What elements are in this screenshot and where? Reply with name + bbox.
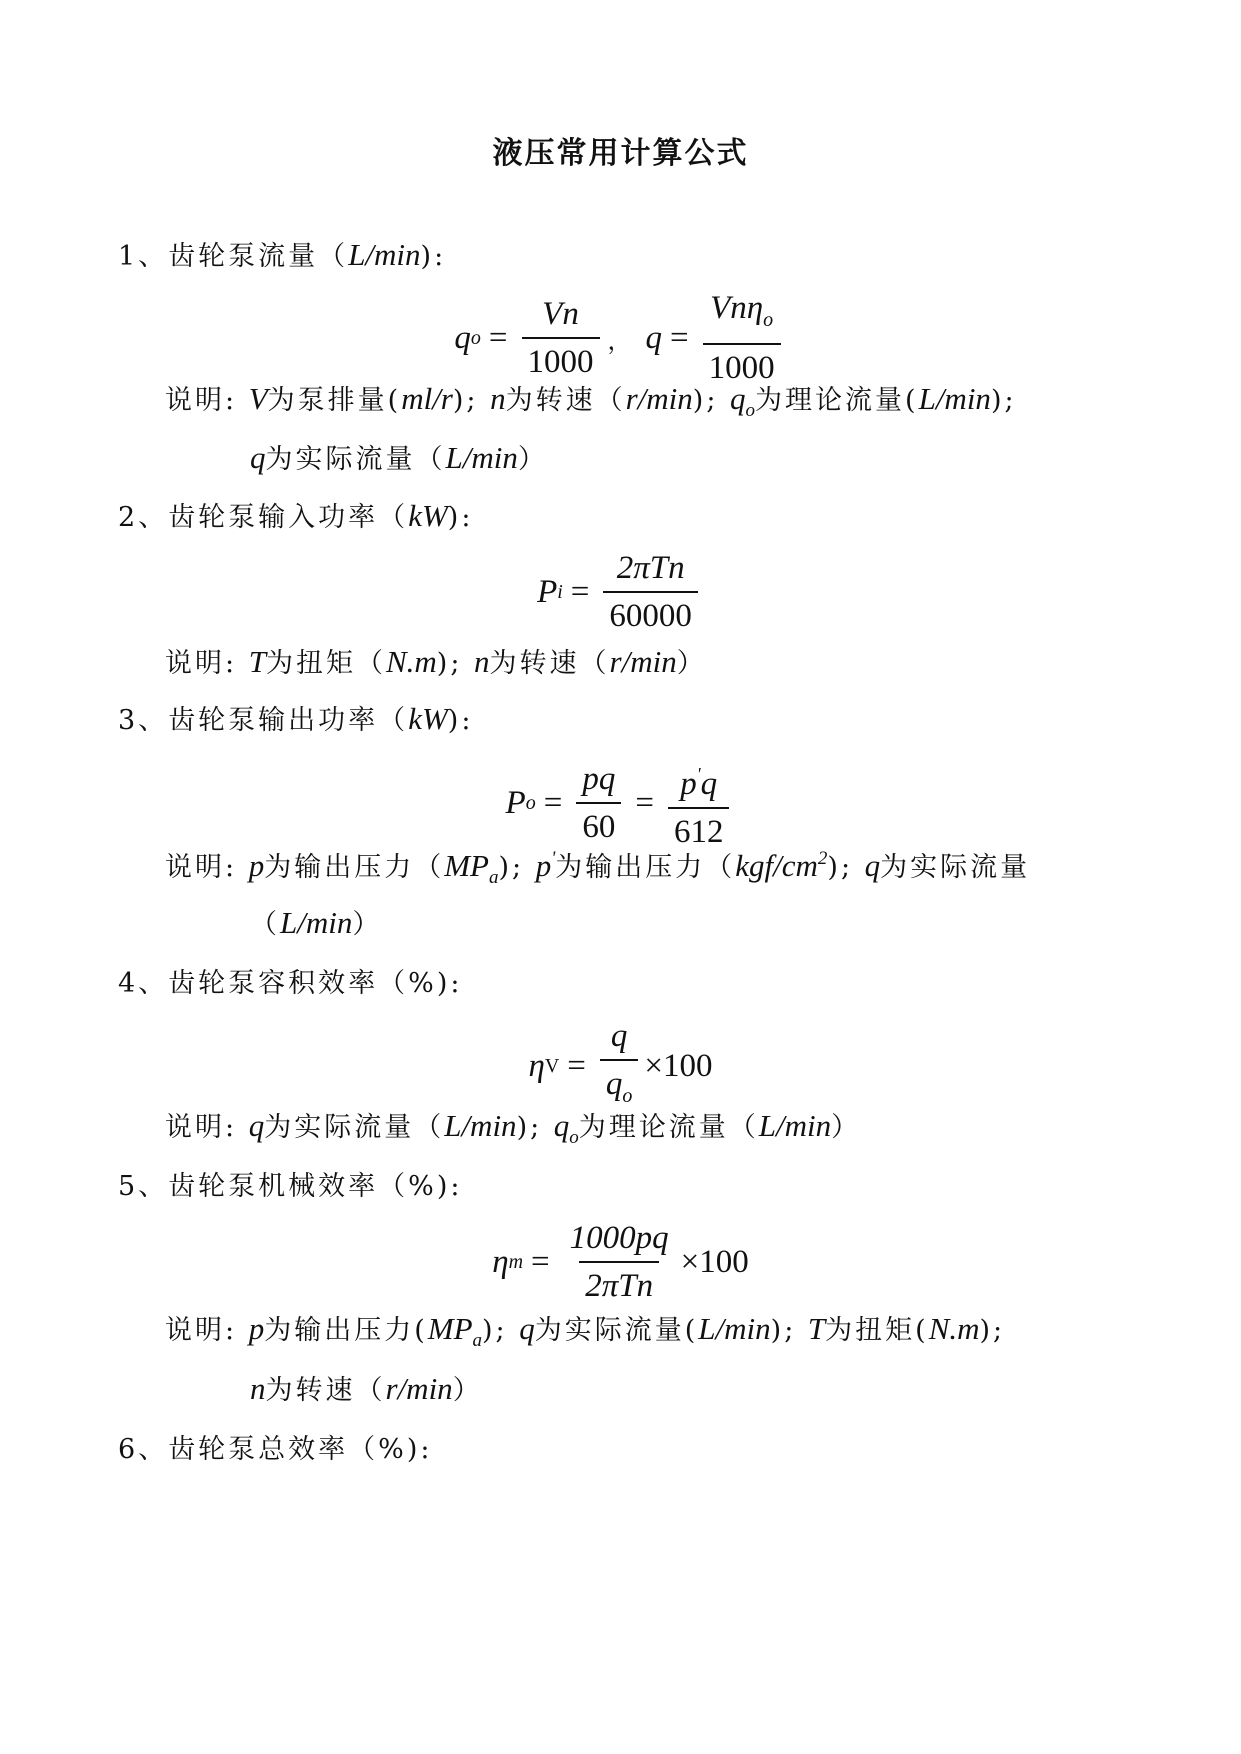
math-symbol: n	[490, 381, 506, 416]
math-symbol	[444, 848, 499, 888]
subscript: o	[470, 326, 481, 349]
subscript: a	[488, 867, 499, 888]
subscript: o	[763, 309, 774, 331]
text-run: q	[605, 1066, 623, 1102]
section-1-formula	[0, 288, 1241, 388]
text-run: 为理论流量（	[578, 1112, 759, 1143]
subscript: m	[508, 1250, 524, 1273]
text-run: );	[516, 1112, 543, 1143]
denominator: 2πTn	[579, 1261, 659, 1306]
text-run: 齿轮泵容积效率（%):	[168, 968, 463, 999]
text-run: 为实际流量（	[265, 444, 446, 475]
text-run: Vnη	[710, 290, 764, 326]
text-run: 为泵排量(	[267, 385, 402, 416]
text-run: );	[452, 385, 479, 416]
section-5-formula	[0, 1218, 1241, 1306]
text-run: ）	[517, 444, 548, 475]
text-run: P	[505, 784, 526, 821]
math-symbol: L/min	[918, 381, 991, 416]
math-symbol: N.m	[385, 644, 437, 679]
text-run: 说明:	[165, 1315, 238, 1346]
math-symbol: r/min	[625, 381, 693, 416]
math-symbol: L/min	[348, 237, 421, 272]
equals-sign: =	[531, 1243, 550, 1280]
math-symbol: N.m	[928, 1311, 980, 1346]
text-run: ):	[447, 705, 474, 736]
denominator: 60000	[603, 591, 698, 636]
text-run: );	[770, 1315, 797, 1346]
text-run: q	[553, 1108, 570, 1143]
text-run: ):	[420, 241, 447, 272]
numerator: 1000pq	[569, 1220, 669, 1256]
text-run: );	[436, 648, 463, 679]
text-run: q	[454, 319, 471, 356]
page-title: 液压常用计算公式	[492, 136, 749, 171]
superscript: '	[696, 764, 701, 784]
text-run: ，	[607, 326, 632, 355]
text-run: q	[645, 319, 662, 356]
math-symbol	[730, 381, 756, 421]
subscript: o	[569, 1127, 579, 1148]
text-run: 为转速（	[265, 1375, 386, 1406]
text-run: 2、	[118, 502, 169, 533]
text-run: 齿轮泵总效率（%):	[168, 1434, 433, 1465]
math-symbol: L/min	[445, 440, 518, 475]
text-run: 齿轮泵输入功率（	[168, 502, 409, 533]
text-run: 说明:	[165, 648, 238, 679]
text-run: q	[700, 766, 718, 802]
subscript: i	[557, 580, 563, 603]
math-symbol: q	[864, 848, 881, 883]
section-4-formula	[0, 1016, 1241, 1116]
text-run: MP	[427, 1311, 473, 1346]
superscript: '	[551, 848, 556, 869]
text-run: 4、	[118, 968, 169, 999]
math-symbol	[427, 1311, 483, 1351]
section-2-heading	[118, 495, 473, 534]
text-run: 说明:	[165, 852, 238, 883]
numerator: Vn	[542, 296, 579, 332]
equals-sign: =	[570, 573, 590, 610]
text-run: ）	[831, 1112, 862, 1143]
text-run: ):	[447, 502, 474, 533]
subscript: o	[622, 1085, 633, 1107]
math-symbol	[536, 848, 556, 883]
denominator: 1000	[703, 343, 781, 388]
text-run: 为输出压力（	[264, 852, 445, 883]
text-run: );	[990, 385, 1017, 416]
denominator: 1000	[522, 337, 600, 382]
fraction	[703, 288, 781, 388]
math-symbol: q	[519, 1311, 535, 1346]
equals-sign: =	[567, 1047, 586, 1084]
text-run: );	[979, 1315, 1006, 1346]
text-run: 为实际流量（	[264, 1112, 445, 1143]
numerator	[704, 288, 779, 343]
fraction	[600, 1016, 639, 1116]
equals-sign: =	[543, 784, 563, 821]
text-run: 3、	[118, 705, 169, 736]
fraction	[668, 754, 730, 852]
text-run: kgf/cm	[735, 848, 818, 883]
text-run: ）	[452, 1375, 483, 1406]
text-run: 为转速（	[505, 385, 626, 416]
text-run: MP	[444, 848, 489, 883]
text-run: ×100	[644, 1047, 713, 1084]
equals-sign: =	[670, 319, 689, 356]
math-symbol: kW	[408, 498, 448, 533]
section-2-formula	[0, 548, 1241, 636]
math-symbol	[553, 1108, 579, 1148]
fraction	[522, 294, 600, 382]
text-run: 6、	[118, 1434, 169, 1465]
text-run: 为转速（	[489, 648, 610, 679]
text-run: 为输出压力(	[264, 1315, 428, 1346]
math-symbol: q	[248, 1108, 265, 1143]
fraction	[576, 759, 621, 847]
fraction	[564, 1218, 675, 1306]
text-run: 1、	[118, 241, 169, 272]
text-run: 为理论流量(	[755, 385, 919, 416]
text-run: p	[680, 766, 697, 802]
section-3-note	[165, 845, 1030, 889]
math-symbol: L/min	[280, 905, 353, 940]
numerator	[674, 754, 723, 807]
subscript: V	[544, 1054, 560, 1077]
text-run: );	[482, 1315, 508, 1346]
math-symbol: L/min	[444, 1108, 517, 1143]
subscript: o	[745, 400, 756, 421]
text-run: （	[250, 909, 280, 940]
section-4-note	[165, 1105, 861, 1149]
text-run: );	[692, 385, 719, 416]
text-run: 为实际流量	[880, 852, 1031, 883]
section-3-heading	[118, 698, 473, 737]
section-5-heading	[118, 1164, 462, 1203]
section-3-formula	[0, 754, 1241, 852]
text-run: 齿轮泵机械效率（%):	[168, 1171, 463, 1202]
text-run: 为扭矩（	[265, 648, 386, 679]
math-symbol: V	[248, 381, 268, 416]
text-run: η	[492, 1243, 509, 1280]
subscript: o	[525, 791, 536, 814]
text-run: 5、	[118, 1171, 169, 1202]
math-symbol: ml/r	[401, 381, 453, 416]
text-run: ×100	[680, 1243, 749, 1280]
text-run: 齿轮泵输出功率（	[168, 705, 409, 736]
math-symbol: T	[248, 644, 266, 679]
text-run: );	[498, 852, 525, 883]
text-run: 说明:	[165, 385, 238, 416]
math-symbol: n	[474, 644, 490, 679]
equals-sign: =	[488, 319, 508, 356]
text-run: 说明:	[165, 1112, 238, 1143]
text-run: P	[537, 573, 558, 610]
section-1-note	[165, 378, 1017, 422]
text-run: ）	[352, 909, 383, 940]
section-3-note-cont	[250, 902, 382, 941]
text-run: q	[730, 381, 746, 416]
section-1-heading	[118, 234, 446, 273]
text-run: 齿轮泵流量（	[168, 241, 349, 272]
section-2-note	[165, 641, 707, 680]
section-4-heading	[118, 961, 462, 1000]
section-5-note	[165, 1308, 1005, 1352]
numerator: pq	[582, 761, 616, 797]
text-run: 为扭矩(	[825, 1315, 929, 1346]
numerator: 2πTn	[616, 550, 685, 586]
math-symbol: T	[807, 1311, 826, 1346]
section-6-heading	[118, 1427, 432, 1466]
text-run: 为输出压力（	[555, 852, 736, 883]
math-symbol: kW	[408, 701, 448, 736]
fraction	[603, 548, 698, 636]
math-symbol: r/min	[385, 1371, 453, 1406]
math-symbol: p	[248, 848, 265, 883]
section-1-note-cont	[250, 437, 548, 476]
equals-sign: =	[635, 784, 654, 821]
math-symbol: p	[248, 1311, 265, 1346]
denominator: 612	[668, 807, 730, 852]
text-run: p	[535, 848, 552, 883]
math-symbol: r/min	[609, 644, 677, 679]
text-run: η	[528, 1047, 545, 1084]
numerator: q	[610, 1018, 628, 1054]
math-symbol: n	[250, 1371, 266, 1406]
denominator: 60	[576, 802, 621, 847]
math-symbol: L/min	[758, 1108, 832, 1143]
text-run: );	[827, 852, 854, 883]
text-run: 为实际流量(	[534, 1315, 699, 1346]
section-5-note-cont	[250, 1368, 483, 1407]
math-symbol	[735, 848, 827, 883]
superscript: 2	[817, 848, 828, 869]
math-symbol: q	[250, 440, 266, 475]
subscript: a	[472, 1330, 483, 1351]
math-symbol: L/min	[698, 1311, 771, 1346]
text-run: ）	[676, 648, 707, 679]
